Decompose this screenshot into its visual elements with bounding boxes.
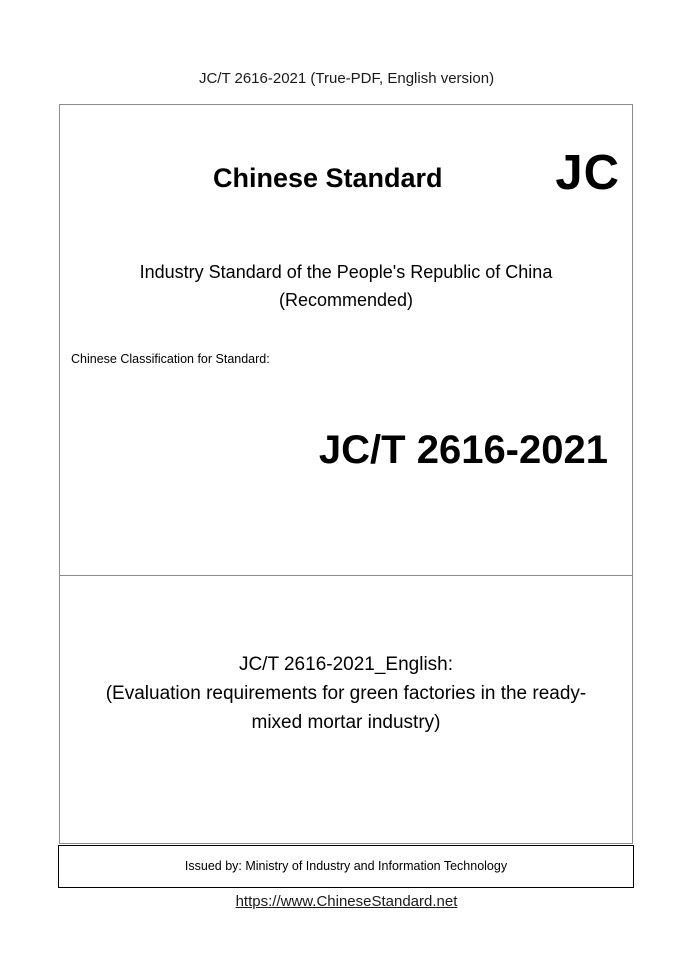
standard-number: JC/T 2616-2021	[318, 428, 608, 472]
cover-panel	[59, 104, 633, 844]
document-header: JC/T 2616-2021 (True-PDF, English version)	[198, 70, 495, 87]
issuing-authority-subtitle	[60, 258, 632, 314]
subtitle-line-1: Industry Standard of the People's Republic of China	[139, 262, 553, 282]
classification-label: Chinese Classification for Standard:	[71, 352, 270, 366]
document-title	[60, 650, 632, 737]
brand-title: Chinese Standard	[213, 163, 443, 193]
title-line-3: mixed mortar industry)	[251, 712, 441, 733]
subtitle-line-2: (Recommended)	[278, 290, 414, 310]
section-divider	[60, 575, 632, 576]
title-line-1: JC/T 2616-2021_English:	[238, 654, 454, 675]
title-line-2: (Evaluation requirements for green factories in the ready-	[105, 683, 587, 704]
website-link[interactable]: https://www.ChineseStandard.net	[235, 893, 458, 910]
standard-code-mark: JC	[555, 146, 620, 200]
issuer-box: Issued by: Ministry of Industry and Information Technology	[58, 845, 634, 888]
